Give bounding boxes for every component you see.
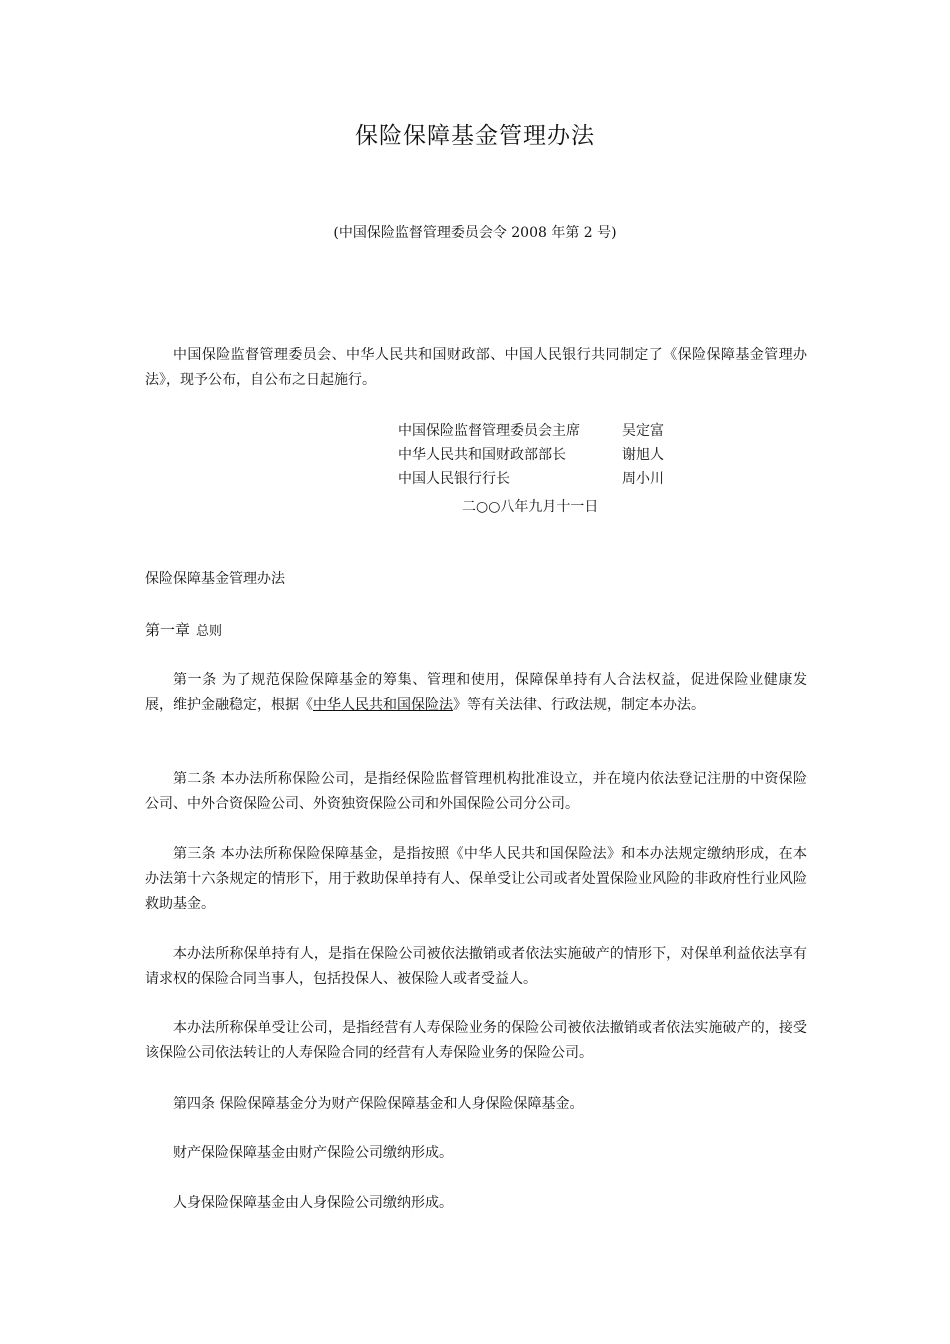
- article-paragraph: 财产保险保障基金由财产保险公司缴纳形成。: [173, 1145, 453, 1161]
- chapter-label: 第一章: [145, 621, 191, 639]
- signature-name: 周小川: [622, 471, 664, 487]
- signature-row: [398, 443, 664, 468]
- section-subtitle: 保险保障基金管理办法: [145, 571, 285, 587]
- article-paragraph: [145, 668, 807, 718]
- article-paragraph: 第二条 本办法所称保险公司，是指经保险监督管理机构批准设立，并在境内依法登记注册的中资保险公司、中外合资保险公司、外资独资保险公司和外国保险公司分公司。: [145, 771, 807, 812]
- article-paragraph: 第三条 本办法所称保险保障基金，是指按照《中华人民共和国保险法》和本办法规定缴纳形成，在本办法第十六条规定的情形下，用于救助保单持有人、保单受让公司或者处置保险业风险的非政府性行业风险救助基金。: [145, 846, 807, 912]
- signature-name: 吴定富: [622, 423, 664, 439]
- signature-title: 中国人民银行行长: [398, 471, 510, 487]
- law-link[interactable]: 中华人民共和国保险法: [313, 697, 453, 713]
- signature-row: [398, 467, 664, 492]
- article-text: 》等有关法律、行政法规，制定本办法。: [453, 697, 705, 713]
- signature-row: [398, 419, 664, 444]
- article-paragraph: 人身保险保障基金由人身保险公司缴纳形成。: [173, 1195, 453, 1211]
- chapter-name: 总则: [196, 624, 223, 639]
- order-number: (中国保险监督管理委员会令 2008 年第 2 号): [333, 225, 617, 241]
- article-paragraph: 本办法所称保单受让公司，是指经营有人寿保险业务的保险公司被依法撤销或者依法实施破产的，接受该保险公司依法转让的人寿保险合同的经营有人寿保险业务的保险公司。: [145, 1020, 807, 1061]
- document-title: 保险保障基金管理办法: [355, 123, 595, 149]
- chapter-heading: [145, 618, 222, 644]
- preamble-paragraph: 中国保险监督管理委员会、中华人民共和国财政部、中国人民银行共同制定了《保险保障基金管理办法》，现予公布，自公布之日起施行。: [145, 347, 807, 388]
- signature-title: 中华人民共和国财政部部长: [398, 447, 566, 463]
- article-paragraph: 本办法所称保单持有人，是指在保险公司被依法撤销或者依法实施破产的情形下，对保单利益依法享有请求权的保险合同当事人，包括投保人、被保险人或者受益人。: [145, 946, 807, 987]
- article-paragraph: 第四条 保险保障基金分为财产保险保障基金和人身保险保障基金。: [173, 1096, 584, 1112]
- signing-date: 二○○八年九月十一日: [462, 499, 599, 515]
- signature-name: 谢旭人: [622, 447, 664, 463]
- article-text: 第一条 为了规范保险保障基金的筹集、管理和使用，保障保单持有人合法权益，促进保险业健康发展，维护金融稳定，根据《: [145, 672, 807, 713]
- signature-title: 中国保险监督管理委员会主席: [398, 423, 580, 439]
